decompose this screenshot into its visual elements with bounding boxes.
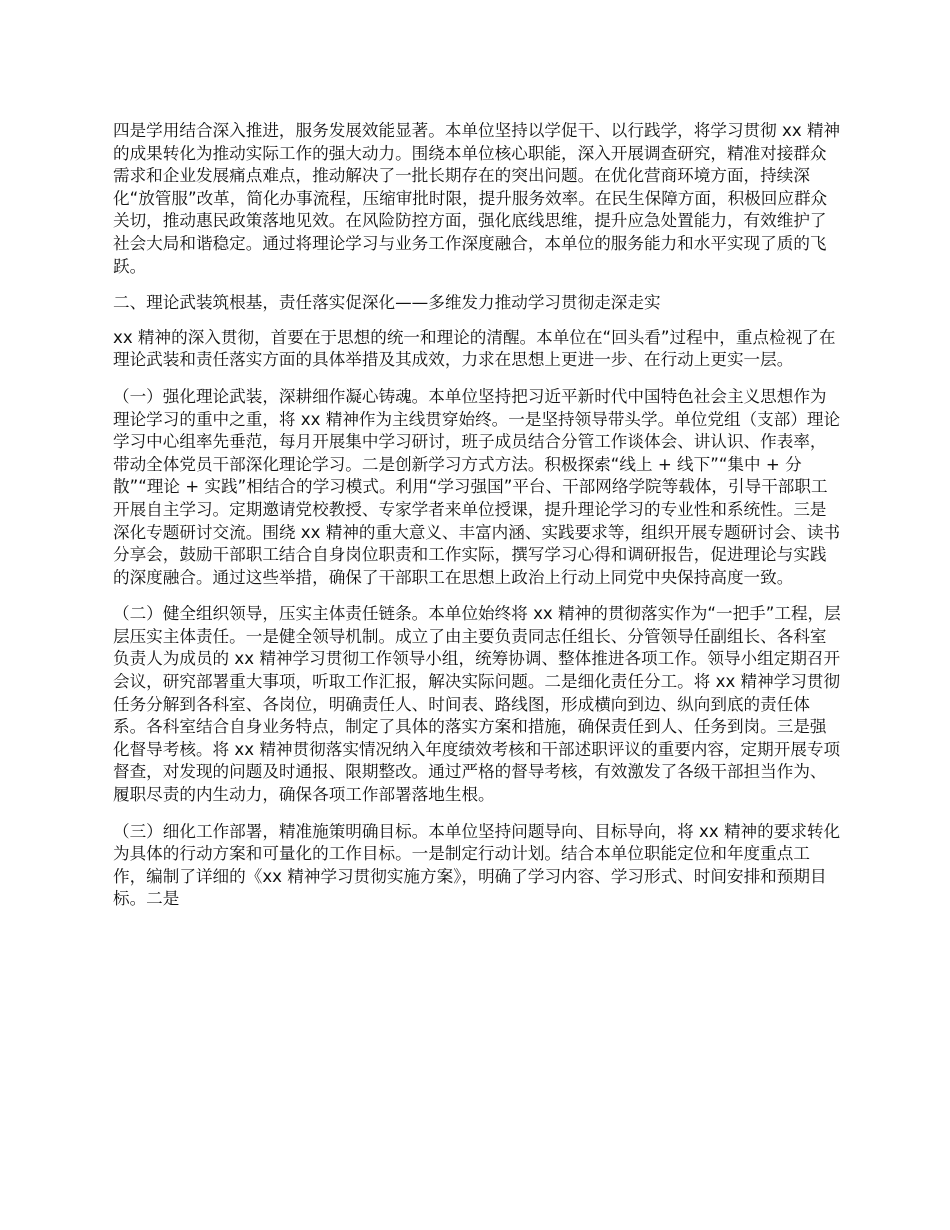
section-heading-2: 二、理论武装筑根基，责任落实促深化——多维发力推动学习贯彻走深走实 [113,293,661,313]
paragraph-theory-armament: （一）强化理论武装，深耕细作凝心铸魂。本单位坚持把习近平新时代中国特色社会主义思想作为理论学习的重中之重，将 xx 精神作为主线贯穿始终。一是坚持领导带头学。单位党组（支部）理论学习中心组率先垂范，每月开展集中学习研讨，班子成员结合分管工作谈体会、讲认识、作表率，带动全体党员干部深化理论学习。二是创新学习方式方法。积极探索“线上 + 线下”“集中 + 分散”“理论 + 实践”相结合的学习模式。利用“学习强国”平台、干部网络学院等载体，引导干部职工开展自主学习。定期邀请党校教授、专家学者来单位授课，提升理论学习的专业性和系统性。三是深化专题研讨交流。围绕 xx 精神的重大意义、丰富内涵、实践要求等，组织开展专题研讨会、读书分享会，鼓励干部职工结合自身岗位职责和工作实际，撰写学习心得和调研报告，促进理论与实践的深度融合。通过这些举措，确保了干部职工在思想上政治上行动上同党中央保持高度一致。 [113,386,841,587]
document-body [113,120,841,925]
paragraph-section-intro: xx 精神的深入贯彻，首要在于思想的统一和理论的清醒。本单位在“回头看”过程中，重点检视了在理论武装和责任落实方面的具体举措及其成效，力求在思想上更进一步、在行动上更实一层。 [113,327,836,370]
paragraph-service-efficiency: 四是学用结合深入推进，服务发展效能显著。本单位坚持以学促干、以行践学，将学习贯彻 xx 精神的成果转化为推动实际工作的强大动力。围绕本单位核心职能，深入开展调查研究，精准对接群众需求和企业发展痛点难点，推动解决了一批长期存在的突出问题。在优化营商环境方面，持续深化“放管服”改革，简化办事流程，压缩审批时限，提升服务效率。在民生保障方面，积极回应群众关切，推动惠民政策落地见效。在风险防控方面，强化底线思维，提升应急处置能力，有效维护了社会大局和谐稳定。通过将理论学习与业务工作深度融合，本单位的服务能力和水平实现了质的飞跃。 [113,121,841,276]
paragraph-organization-leadership: （二）健全组织领导，压实主体责任链条。本单位始终将 xx 精神的贯彻落实作为“一把手”工程，层层压实主体责任。一是健全领导机制。成立了由主要负责同志任组长、分管领导任副组长、各科室负责人为成员的 xx 精神学习贯彻工作领导小组，统筹协调、整体推进各项工作。领导小组定期召开会议，研究部署重大事项，听取工作汇报，解决实际问题。二是细化责任分工。将 xx 精神学习贯彻任务分解到各科室、各岗位，明确责任人、时间表、路线图，形成横向到边、纵向到底的责任体系。各科室结合自身业务特点，制定了具体的落实方案和措施，确保责任到人、任务到岗。三是强化督导考核。将 xx 精神贯彻落实情况纳入年度绩效考核和干部述职评议的重要内容，定期开展专项督查，对发现的问题及时通报、限期整改。通过严格的督导考核，有效激发了各级干部担当作为、履职尽责的内生动力，确保各项工作部署落地生根。 [113,604,841,805]
paragraph-work-deployment: （三）细化工作部署，精准施策明确目标。本单位坚持问题导向、目标导向，将 xx 精神的要求转化为具体的行动方案和可量化的工作目标。一是制定行动计划。结合本单位职能定位和年度重点工作，编制了详细的《xx 精神学习贯彻实施方案》，明确了学习内容、学习形式、时间安排和预期目标。二是 [113,821,841,909]
